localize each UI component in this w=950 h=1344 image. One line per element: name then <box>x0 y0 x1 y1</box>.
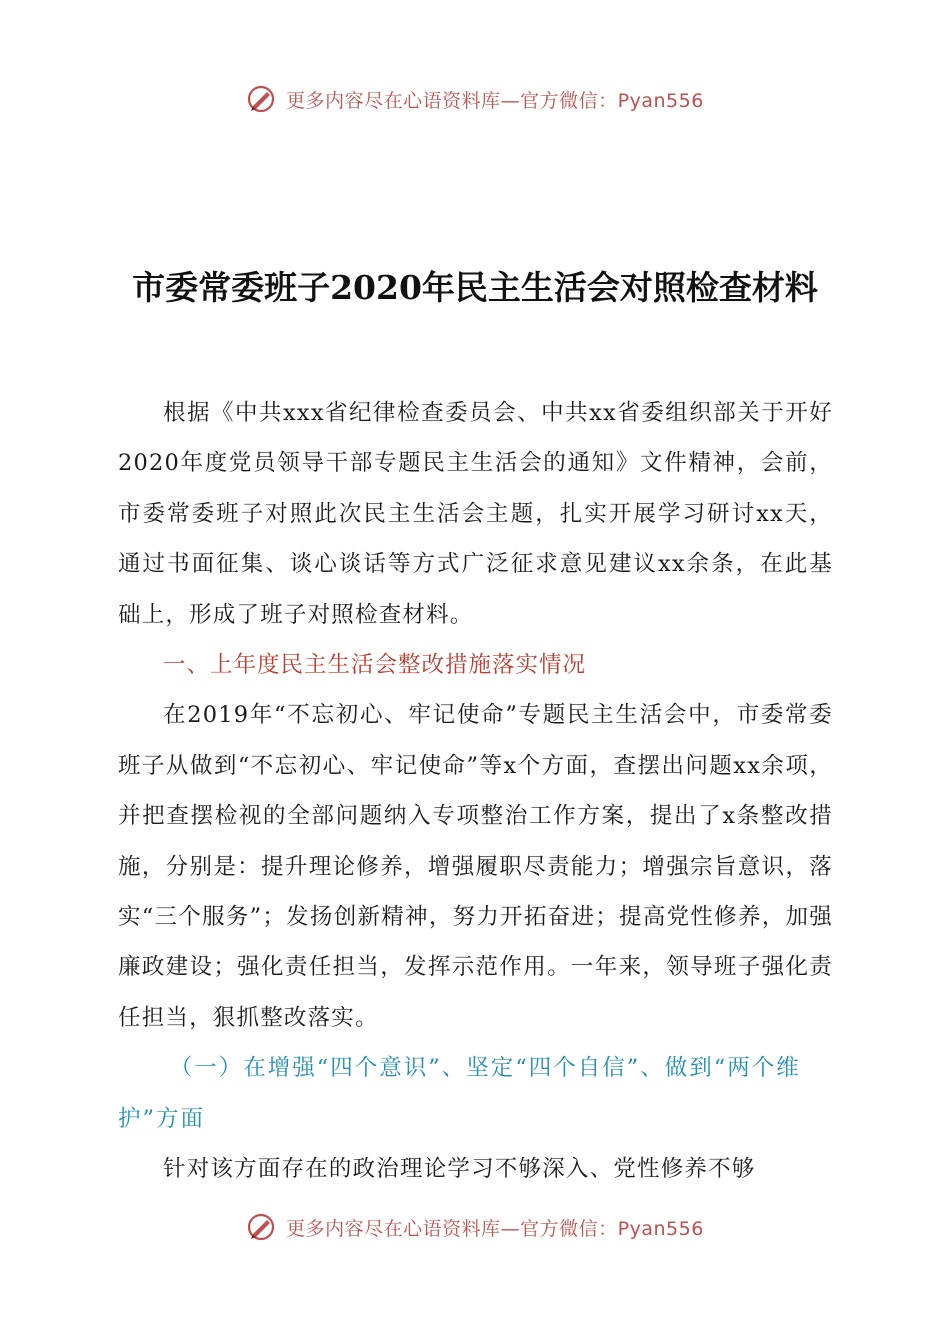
document-title: 市委常委班子2020年民主生活会对照检查材料 <box>132 268 818 307</box>
pen-logo-icon <box>246 1212 276 1242</box>
watermark-footer <box>0 1212 950 1242</box>
subsection-paragraph: 针对该方面存在的政治理论学习不够深入、党性修养不够 <box>163 1156 756 1183</box>
watermark-text: 更多内容尽在心语资料库—官方微信：Pyan556 <box>286 89 704 112</box>
pen-logo-icon <box>246 84 276 114</box>
watermark-text: 更多内容尽在心语资料库—官方微信：Pyan556 <box>286 1217 704 1240</box>
watermark-header <box>0 84 950 114</box>
section-paragraph: 在2019年“不忘初心、牢记使命”专题民主生活会中，市委常委班子从做到“不忘初心、牢记使命”等x个方面，查摆出问题xx余项，并把查摆检视的全部问题纳入专项整治工作方案，提出了x条整改措施，分别是：提升理论修养，增强履职尽责能力；增强宗旨意识，落实“三个服务”；发扬创新精神，努力开拓奋进；提高党性修养，加强廉政建设；强化责任担当，发挥示范作用。一年来，领导班子强化责任担当，狠抓整改落实。 <box>118 702 833 1031</box>
intro-paragraph: 根据《中共xxx省纪律检查委员会、中共xx省委组织部关于开好2020年度党员领导干部专题民主生活会的通知》文件精神，会前，市委常委班子对照此次民主生活会主题，扎实开展学习研讨xx天，通过书面征集、谈心谈话等方式广泛征求意见建议xx余条，在此基础上，形成了班子对照检查材料。 <box>118 400 833 628</box>
subsection-heading: （一）在增强“四个意识”、坚定“四个自信”、做到“两个维护”方面 <box>118 1055 801 1132</box>
section-heading: 一、上年度民主生活会整改措施落实情况 <box>163 652 587 679</box>
document-body <box>118 388 833 1195</box>
